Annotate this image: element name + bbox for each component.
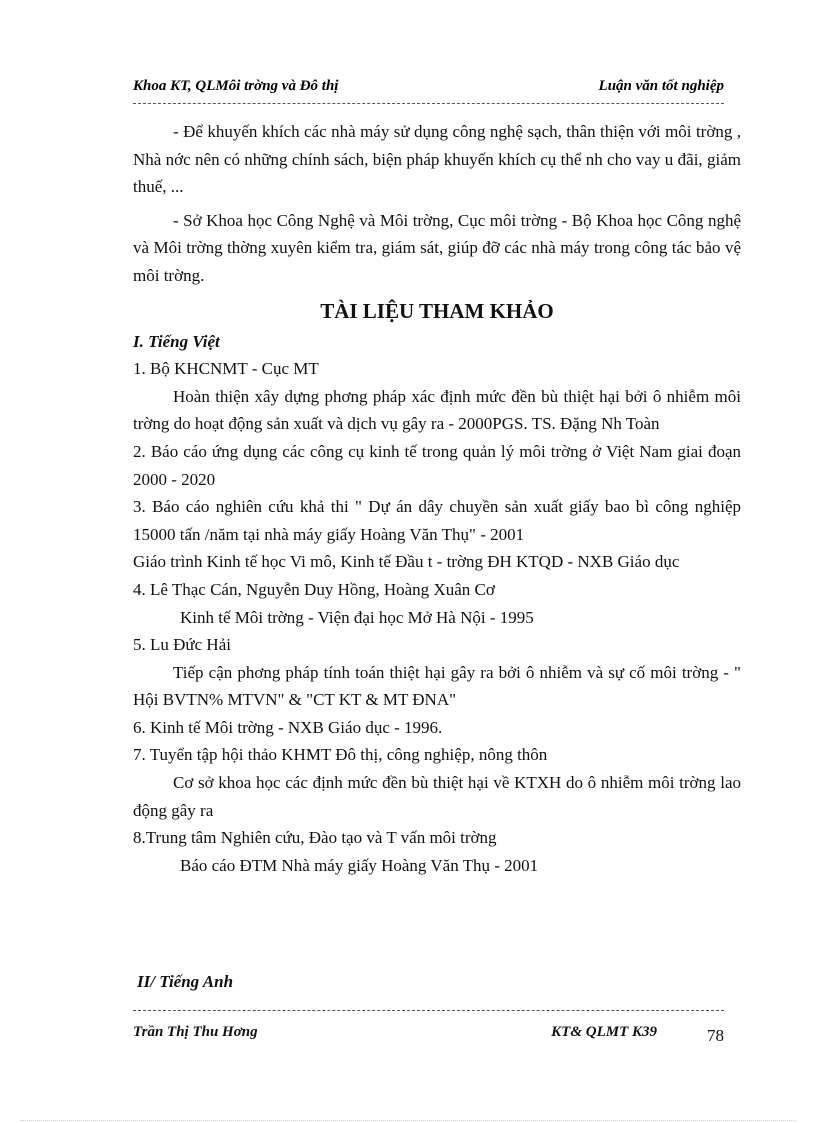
intro-paragraph-2: - Sở Khoa học Công Nghệ và Môi trờng, Cục môi trờng - Bộ Khoa học Công nghệ và Môi trờng thờng xuyên kiểm tra, giám sát, giúp đỡ các nhà máy trong công tác bảo vệ môi trờng. <box>133 210 741 285</box>
header-faculty: Khoa KT, QLMôi trờng và Đô thị <box>133 78 339 94</box>
section-vietnamese: I. Tiếng Việt <box>133 331 220 351</box>
page-number: 78 <box>707 1026 724 1045</box>
header-thesis-label: Luận văn tốt nghiệp <box>598 78 724 94</box>
ref-1-detail: Hoàn thiện xây dựng phơng pháp xác định mức đền bù thiệt hại bởi ô nhiễm môi trờng do hoạt động sản xuất và dịch vụ gây ra - 2000PGS. TS. Đặng Nh Toàn <box>133 386 741 434</box>
ref-7: 7. Tuyển tập hội thảo KHMT Đô thị, công nghiệp, nông thôn <box>133 745 548 765</box>
ref-2: 2. Báo cáo ứng dụng các công cụ kinh tế trong quản lý môi trờng ở Việt Nam giai đoạn 2000 - 2020 <box>133 441 741 489</box>
page-edge-dotted-line <box>20 1120 796 1121</box>
intro-paragraph-1: - Để khuyến khích các nhà máy sử dụng công nghệ sạch, thân thiện với môi trờng , Nhà nớc nên có những chính sách, biện pháp khuyến khích cụ thể nh cho vay u đãi, giảm thuế, ... <box>133 122 741 197</box>
ref-8-detail: Báo cáo ĐTM Nhà máy giấy Hoàng Văn Thụ - 2001 <box>180 855 539 875</box>
ref-5: 5. Lu Đức Hải <box>133 635 231 655</box>
footer-class: KT& QLMT K39 <box>551 1024 657 1040</box>
ref-4: 4. Lê Thạc Cán, Nguyễn Duy Hồng, Hoàng Xuân Cơ <box>133 579 495 599</box>
ref-1: 1. Bộ KHCNMT - Cục MT <box>133 359 319 379</box>
references-title: TÀI LIỆU THAM KHẢO <box>320 298 554 323</box>
ref-4-detail: Kinh tế Môi trờng - Viện đại học Mở Hà Nội - 1995 <box>180 607 534 627</box>
page-body <box>133 118 741 879</box>
page-footer <box>133 1020 724 1050</box>
footer-rule <box>133 1010 724 1011</box>
header-rule <box>133 103 724 104</box>
ref-7-detail: Cơ sở khoa học các định mức đền bù thiệt hại về KTXH do ô nhiễm môi trờng lao động gây ra <box>133 773 741 820</box>
footer-author: Trần Thị Thu Hơng <box>133 1024 258 1040</box>
ref-3: 3. Báo cáo nghiên cứu khả thi " Dự án dây chuyền sản xuất giấy bao bì công nghiệp 15000 tấn /năm tại nhà máy giấy Hoàng Văn Thụ" - 2001 <box>133 497 741 544</box>
ref-5-detail: Tiếp cận phơng pháp tính toán thiệt hại gây ra bởi ô nhiễm và sự cố môi trờng - " Hội BVTN% MTVN" & "CT KT & MT ĐNA" <box>133 662 741 710</box>
ref-3b: Giáo trình Kinh tế học Vi mô, Kinh tế Đầu t - trờng ĐH KTQD - NXB Giáo dục <box>133 552 680 572</box>
section-english: II/ Tiếng Anh <box>137 972 234 991</box>
ref-6: 6. Kinh tế Môi trờng - NXB Giáo dục - 1996. <box>133 717 443 737</box>
page-header <box>133 78 724 100</box>
ref-8: 8.Trung tâm Nghiên cứu, Đào tạo và T vấn môi trờng <box>133 828 497 848</box>
